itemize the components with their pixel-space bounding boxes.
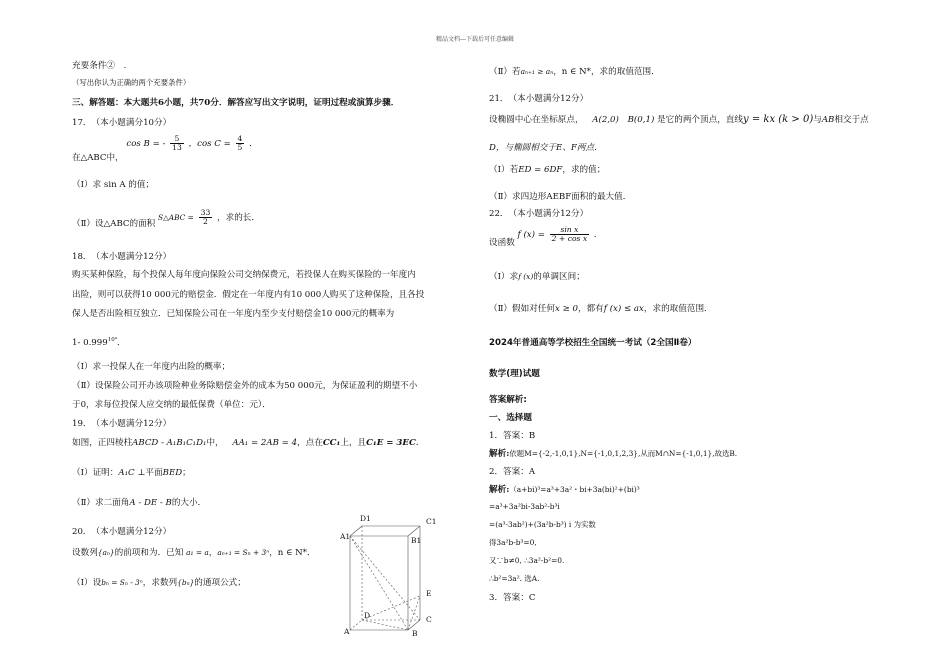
fraction-cosB: $\frac{5}{13}$ xyxy=(172,134,182,152)
label-D: D xyxy=(364,611,371,620)
answer-2: 2．答案：A xyxy=(489,467,536,477)
page-header: 精品文档---下载后可任意编辑 xyxy=(435,36,515,43)
fraction-function: $\frac{\text{sin x}}{\text{2 + cos x}}$ xyxy=(551,225,588,243)
answers-heading: 答案解析: xyxy=(489,395,527,405)
q22-statement: 设函数 f (x) = $\frac{\text{sin x}}{\text{2 + cos x}}$ ． xyxy=(489,225,603,248)
q22-part-i: （Ⅰ）求f (x)的单调区间； xyxy=(489,272,585,282)
subject-title: 数学(理)试题 xyxy=(489,369,540,379)
q21-part-ii: （Ⅱ）求四边形AEBF面积的最大值． xyxy=(489,192,632,202)
fraction-area: $\frac{33}{2}$ xyxy=(200,208,211,226)
q19-heading: 19． （本小题满分12分） xyxy=(72,419,172,429)
explanation-2-line-4: 得3a²b-b³=0, xyxy=(489,538,537,547)
explanation-1: 解析:依题M={-2,-1,0,1},N={-1,0,1,2,3},从而M∩N={-1,0,1},故选B. xyxy=(489,449,738,459)
q17-part-ii: （Ⅱ）设△ABC的面积 S△ABC = $\frac{33}{2}$ ，求的长． xyxy=(72,208,260,229)
q22-part-ii: （Ⅱ）假如对任何x ≥ 0，都有f (x) ≤ ax，求的取值范围． xyxy=(489,304,713,314)
label-B1: B1 xyxy=(411,536,422,545)
label-A1: A1 xyxy=(340,532,351,541)
q18-heading: 18． （本小题满分12分） xyxy=(72,252,172,262)
answer-3: 3．答案：C xyxy=(489,593,536,603)
line-note: （写出你认为正确的两个充要条件） xyxy=(72,78,191,87)
q18-line-1: 购买某种保险，每个投保人每年度向保险公司交纳保费元，若投保人在购买保险的一年度内 xyxy=(72,270,416,280)
label-B: B xyxy=(412,629,418,638)
q17-heading: 17． （本小题满分10分） xyxy=(72,118,172,128)
fraction-cosC: $\frac{4}{5}$ xyxy=(237,134,243,152)
q18-part-i: （Ⅰ）求一投保人在一年度内出险的概率； xyxy=(72,362,231,372)
exam-title: 2024年普通高等学校招生全国统一考试（2全国Ⅱ卷） xyxy=(489,338,697,348)
prism-figure xyxy=(340,512,450,642)
label-E: E xyxy=(426,589,432,598)
q17-part-i: （Ⅰ）求 sin A 的值； xyxy=(72,180,155,190)
answer-1: 1．答案：B xyxy=(489,431,536,441)
q20-heading: 20． （本小题满分12分） xyxy=(72,527,172,537)
q20-statement: 设数列{aₙ}的前项和为．已知 a₁ = a，aₙ₊₁ = Sₙ + 3ⁿ，n ∈ N*． xyxy=(72,548,316,558)
q18-probability: 1- $0.999^{10^4}$． xyxy=(72,337,126,348)
q19-statement: 如图，正四棱柱ABCD - A₁B₁C₁D₁中， AA₁ = 2AB = 4，点在CC₁上，且C₁E = 3EC． xyxy=(72,438,425,448)
explanation-2-line-5: 又∵b≠0, ∴3a²-b²=0. xyxy=(489,556,565,565)
q17-statement: 在△ABC中， cos B = - $\frac{5}{13}$ ，cos C = $\frac{4}{5}$ ． xyxy=(72,134,258,163)
q21-statement: 设椭圆中心在坐标原点， A(2,0) B(0,1) 是它的两个顶点，直线y = kx (k > 0)与AB相交于点 xyxy=(489,114,869,125)
explanation-2-line-3: =(a³-3ab²)+(3a²b-b³) i 为实数 xyxy=(489,520,596,529)
q19-part-ii: （Ⅱ）求二面角A - DE - B的大小． xyxy=(72,498,207,508)
line-sufficient-condition: 充要条件② . xyxy=(72,61,127,71)
q20-part-ii: （Ⅱ）若aₙ₊₁ ≥ aₙ，n ∈ N*，求的取值范围． xyxy=(489,67,660,77)
q20-part-i: （Ⅰ）设bₙ = Sₙ - 3ⁿ，求数列{bₙ}的通项公式； xyxy=(72,578,246,588)
q22-heading: 22． （本小题满分12分） xyxy=(489,209,589,219)
q18-line-2: 出险，则可以获得10 000元的赔偿金．假定在一年度内有10 000人购买了这种保险，且各投 xyxy=(72,290,425,300)
label-A: A xyxy=(344,627,350,636)
q21-heading: 21． （本小题满分12分） xyxy=(489,94,589,104)
q21-statement-cont: D，与椭圆相交于E、F两点． xyxy=(489,143,603,153)
q18-line-3: 保人是否出险相互独立．已知保险公司在一年度内至少支付赔偿金10 000元的概率为 xyxy=(72,309,395,319)
section-choice: 一、选择题 xyxy=(489,413,532,423)
q18-part-ii-1: （Ⅱ）设保险公司开办该项险种业务除赔偿金外的成本为50 000元，为保证盈利的期望不小 xyxy=(72,381,418,391)
q21-part-i: （Ⅰ）若ED = 6DF，求的值； xyxy=(489,165,606,175)
label-D1: D1 xyxy=(360,514,371,523)
explanation-2: 解析:（a+bi)³=a³+3a²・bi+3a(bi)²+(bi)³ xyxy=(489,485,640,495)
q19-part-i: （Ⅰ）证明：A₁C ⊥平面BED； xyxy=(72,468,191,478)
section-heading-solutions: 三、解答题：本大题共6小题，共70分．解答应写出文字说明，证明过程或演算步骤． xyxy=(72,98,400,108)
label-C1: C1 xyxy=(426,517,437,526)
explanation-2-line-6: ∴b²=3a². 选A. xyxy=(489,574,540,583)
explanation-2-line-2: =a³+3a²bi-3ab²-b³i xyxy=(489,502,560,511)
label-C: C xyxy=(426,615,432,624)
q18-part-ii-2: 于0，求每位投保人应交纳的最低保费（单位：元）． xyxy=(72,400,271,410)
